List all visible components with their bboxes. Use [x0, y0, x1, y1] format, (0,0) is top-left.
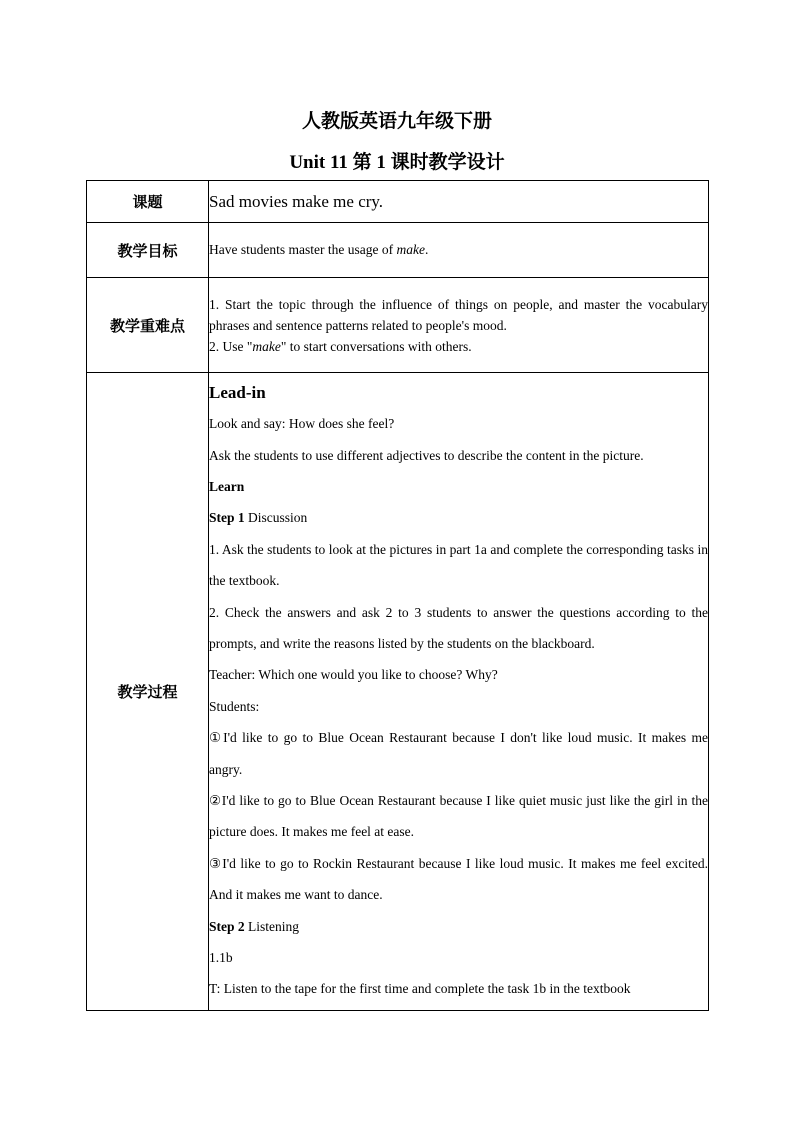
- goal-keyword: make: [396, 242, 425, 257]
- step1-item-2: 2. Check the answers and ask 2 to 3 students to answer the questions according to the prompts, and write the reasons listed by the students on the blackboard.: [209, 604, 708, 651]
- key-point-1: 1. Start the topic through the influence of things on people, and master the vocabulary phrases and sentence patterns related to people's mood.: [209, 296, 708, 333]
- step1-item-1: 1. Ask the students to look at the pictures in part 1a and complete the corresponding tasks in the textbook.: [209, 541, 708, 589]
- goal-prefix: Have students master the usage of: [209, 242, 397, 257]
- goal-row: [87, 223, 709, 278]
- key-point-2: [209, 336, 708, 357]
- student-answer-2: ②I'd like to go to Blue Ocean Restaurant because I like quiet music just like the girl in the picture does. It makes me feel at ease.: [209, 793, 708, 840]
- step1-label: Step 1: [209, 510, 245, 526]
- students-label: Students:: [209, 698, 260, 714]
- step2-task: T: Listen to the tape for the first time and complete the task 1b in the textbook: [209, 981, 631, 997]
- lead-in-line-1: Look and say: How does she feel?: [209, 416, 395, 432]
- process-content: [209, 373, 709, 1011]
- key-point-2-prefix: 2. Use ": [209, 338, 253, 354]
- process-row: [87, 373, 709, 1011]
- step2-title: Listening: [244, 918, 300, 934]
- step2-heading: [209, 911, 708, 942]
- teacher-line: Teacher: Which one would you like to choose? Why?: [209, 667, 498, 683]
- topic-row: [87, 181, 709, 223]
- step1-title: Discussion: [244, 510, 308, 526]
- goal-value: [209, 223, 709, 278]
- topic-label: 课题: [87, 181, 209, 223]
- lead-in-heading: Lead-in: [209, 383, 266, 403]
- goal-label: 教学目标: [87, 223, 209, 278]
- process-label: 教学过程: [87, 373, 209, 1011]
- step2-item: 1.1b: [209, 950, 233, 966]
- lesson-plan-table: [86, 180, 709, 1011]
- lead-in-line-2: Ask the students to use different adjectives to describe the content in the picture.: [209, 447, 644, 463]
- step2-label: Step 2: [209, 918, 245, 934]
- student-answer-1: ①I'd like to go to Blue Ocean Restaurant because I don't like loud music. It makes me angry.: [209, 730, 708, 777]
- document-subtitle: Unit 11 第 1 课时教学设计: [289, 152, 505, 173]
- goal-suffix: .: [424, 242, 429, 257]
- learn-heading: Learn: [209, 478, 245, 494]
- key-points-value: [209, 278, 709, 373]
- step1-heading: [209, 502, 708, 533]
- key-points-label: 教学重难点: [87, 278, 209, 373]
- student-answer-3: ③I'd like to go to Rockin Restaurant because I like loud music. It makes me feel excited. And it makes me want to dance.: [209, 855, 708, 903]
- key-point-2-keyword: make: [252, 338, 281, 354]
- key-point-2-suffix: " to start conversations with others.: [280, 338, 472, 354]
- key-points-row: [87, 278, 709, 373]
- document-title: 人教版英语九年级下册: [301, 111, 492, 132]
- topic-value: Sad movies make me cry.: [209, 181, 709, 223]
